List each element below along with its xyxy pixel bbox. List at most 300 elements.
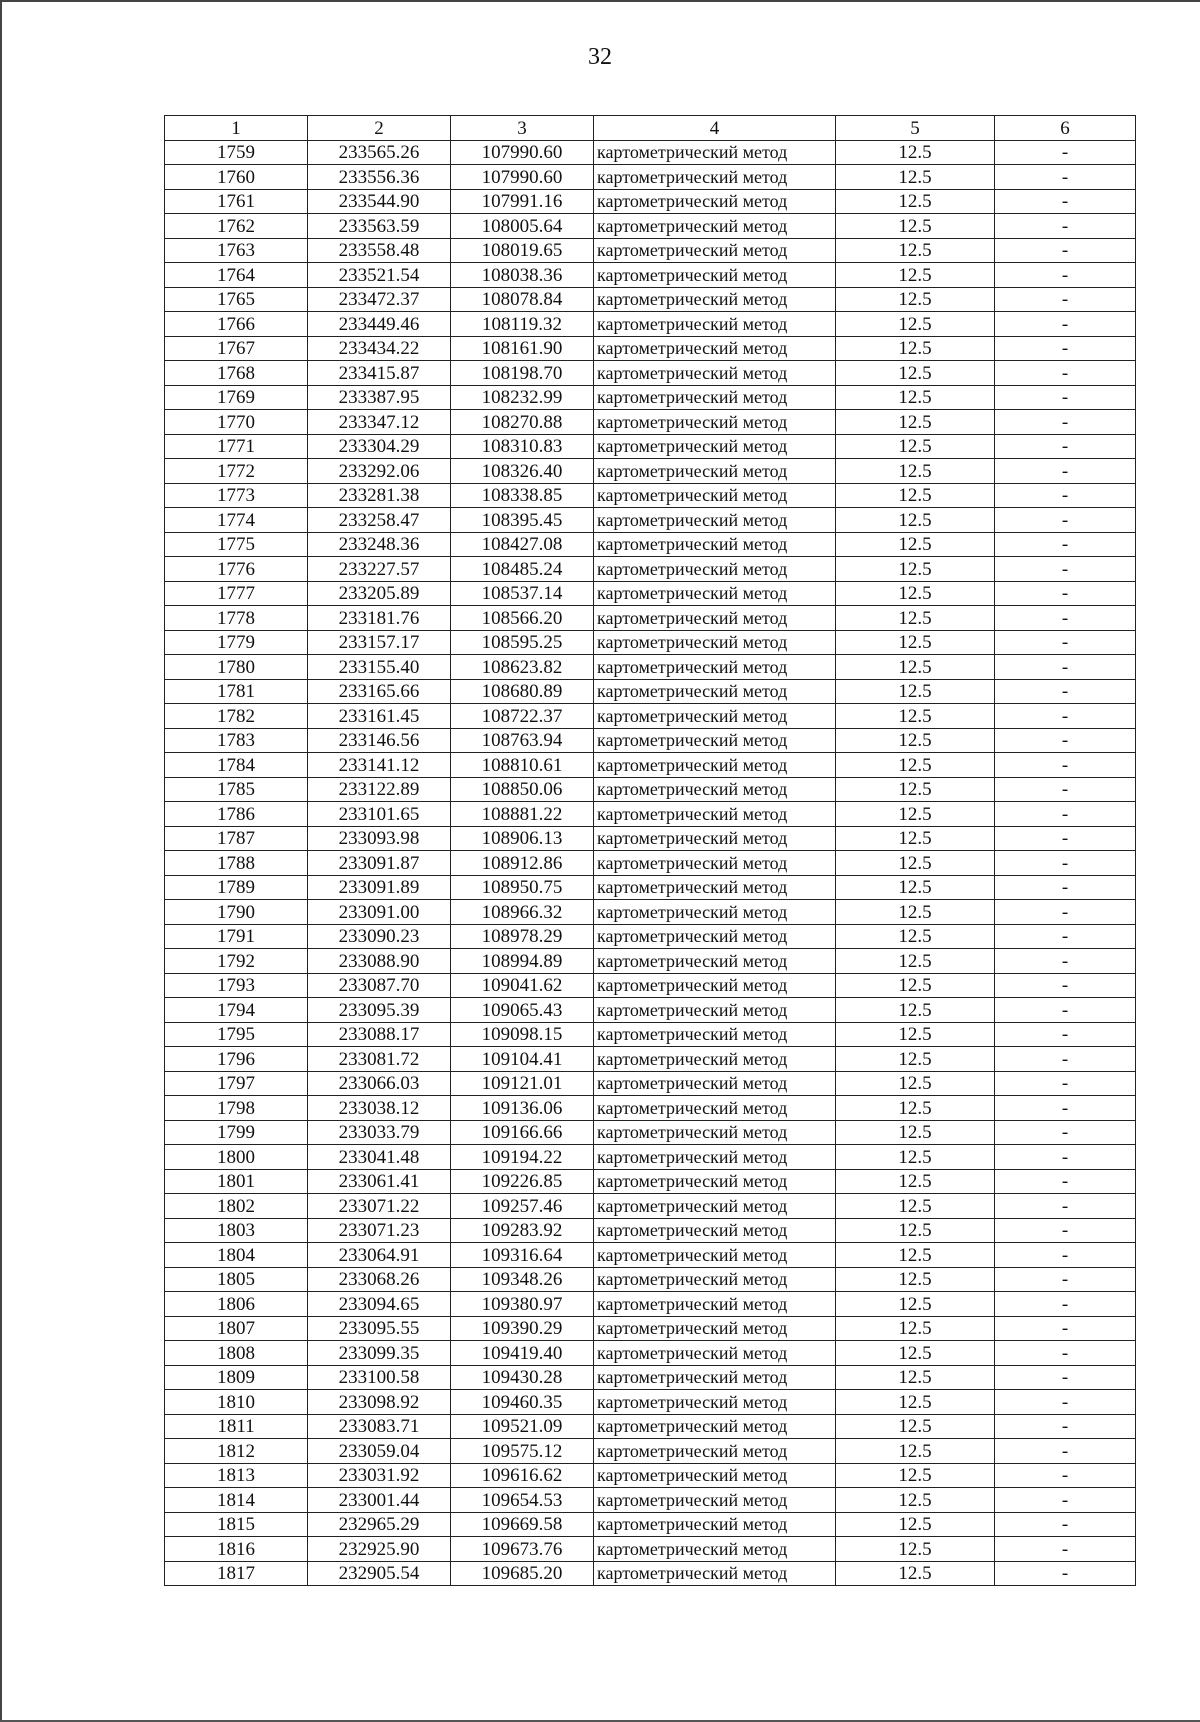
method-cell: картометрический метод xyxy=(594,1071,836,1096)
x-coordinate-cell: 233558.48 xyxy=(308,238,451,263)
table-row xyxy=(165,361,1136,386)
method-cell: картометрический метод xyxy=(594,336,836,361)
y-coordinate-cell: 109065.43 xyxy=(451,998,594,1023)
point-number-cell: 1765 xyxy=(165,287,308,312)
y-coordinate-cell: 108326.40 xyxy=(451,459,594,484)
accuracy-cell: 12.5 xyxy=(836,606,995,631)
method-cell: картометрический метод xyxy=(594,214,836,239)
point-number-cell: 1799 xyxy=(165,1120,308,1145)
x-coordinate-cell: 233064.91 xyxy=(308,1243,451,1268)
x-coordinate-cell: 233091.87 xyxy=(308,851,451,876)
note-cell: - xyxy=(995,1169,1136,1194)
point-number-cell: 1768 xyxy=(165,361,308,386)
note-cell: - xyxy=(995,1218,1136,1243)
note-cell: - xyxy=(995,238,1136,263)
y-coordinate-cell: 108338.85 xyxy=(451,483,594,508)
y-coordinate-cell: 108623.82 xyxy=(451,655,594,680)
y-coordinate-cell: 109575.12 xyxy=(451,1439,594,1464)
point-number-cell: 1809 xyxy=(165,1365,308,1390)
y-coordinate-cell: 108906.13 xyxy=(451,826,594,851)
y-coordinate-cell: 109226.85 xyxy=(451,1169,594,1194)
accuracy-cell: 12.5 xyxy=(836,1169,995,1194)
method-cell: картометрический метод xyxy=(594,1316,836,1341)
note-cell: - xyxy=(995,532,1136,557)
y-coordinate-cell: 108881.22 xyxy=(451,802,594,827)
method-cell: картометрический метод xyxy=(594,875,836,900)
table-row xyxy=(165,165,1136,190)
x-coordinate-cell: 233181.76 xyxy=(308,606,451,631)
table-row xyxy=(165,532,1136,557)
accuracy-cell: 12.5 xyxy=(836,361,995,386)
accuracy-cell: 12.5 xyxy=(836,924,995,949)
y-coordinate-cell: 107990.60 xyxy=(451,165,594,190)
table-row xyxy=(165,777,1136,802)
accuracy-cell: 12.5 xyxy=(836,949,995,974)
x-coordinate-cell: 232965.29 xyxy=(308,1512,451,1537)
accuracy-cell: 12.5 xyxy=(836,998,995,1023)
method-cell: картометрический метод xyxy=(594,1120,836,1145)
accuracy-cell: 12.5 xyxy=(836,385,995,410)
y-coordinate-cell: 108763.94 xyxy=(451,728,594,753)
x-coordinate-cell: 233449.46 xyxy=(308,312,451,337)
method-cell: картометрический метод xyxy=(594,1488,836,1513)
note-cell: - xyxy=(995,875,1136,900)
accuracy-cell: 12.5 xyxy=(836,483,995,508)
accuracy-cell: 12.5 xyxy=(836,1120,995,1145)
y-coordinate-cell: 108005.64 xyxy=(451,214,594,239)
point-number-cell: 1780 xyxy=(165,655,308,680)
y-coordinate-cell: 108161.90 xyxy=(451,336,594,361)
scan-edge-top xyxy=(0,0,1200,2)
x-coordinate-cell: 233088.90 xyxy=(308,949,451,974)
method-cell: картометрический метод xyxy=(594,312,836,337)
note-cell: - xyxy=(995,1047,1136,1072)
point-number-cell: 1777 xyxy=(165,581,308,606)
point-number-cell: 1791 xyxy=(165,924,308,949)
note-cell: - xyxy=(995,1488,1136,1513)
y-coordinate-cell: 108950.75 xyxy=(451,875,594,900)
y-coordinate-cell: 109654.53 xyxy=(451,1488,594,1513)
accuracy-cell: 12.5 xyxy=(836,287,995,312)
point-number-cell: 1808 xyxy=(165,1341,308,1366)
point-number-cell: 1805 xyxy=(165,1267,308,1292)
accuracy-cell: 12.5 xyxy=(836,410,995,435)
point-number-cell: 1760 xyxy=(165,165,308,190)
x-coordinate-cell: 233565.26 xyxy=(308,140,451,165)
note-cell: - xyxy=(995,655,1136,680)
table-row xyxy=(165,1512,1136,1537)
method-cell: картометрический метод xyxy=(594,1145,836,1170)
y-coordinate-cell: 109390.29 xyxy=(451,1316,594,1341)
accuracy-cell: 12.5 xyxy=(836,728,995,753)
method-cell: картометрический метод xyxy=(594,410,836,435)
note-cell: - xyxy=(995,1439,1136,1464)
point-number-cell: 1814 xyxy=(165,1488,308,1513)
method-cell: картометрический метод xyxy=(594,287,836,312)
point-number-cell: 1801 xyxy=(165,1169,308,1194)
x-coordinate-cell: 233347.12 xyxy=(308,410,451,435)
note-cell: - xyxy=(995,1292,1136,1317)
accuracy-cell: 12.5 xyxy=(836,1414,995,1439)
y-coordinate-cell: 108310.83 xyxy=(451,434,594,459)
y-coordinate-cell: 108078.84 xyxy=(451,287,594,312)
x-coordinate-cell: 233258.47 xyxy=(308,508,451,533)
point-number-cell: 1762 xyxy=(165,214,308,239)
table-row xyxy=(165,557,1136,582)
x-coordinate-cell: 233563.59 xyxy=(308,214,451,239)
method-cell: картометрический метод xyxy=(594,361,836,386)
note-cell: - xyxy=(995,557,1136,582)
x-coordinate-cell: 233033.79 xyxy=(308,1120,451,1145)
accuracy-cell: 12.5 xyxy=(836,802,995,827)
x-coordinate-cell: 233095.55 xyxy=(308,1316,451,1341)
y-coordinate-cell: 108810.61 xyxy=(451,753,594,778)
y-coordinate-cell: 109673.76 xyxy=(451,1537,594,1562)
accuracy-cell: 12.5 xyxy=(836,312,995,337)
method-cell: картометрический метод xyxy=(594,483,836,508)
method-cell: картометрический метод xyxy=(594,263,836,288)
y-coordinate-cell: 109121.01 xyxy=(451,1071,594,1096)
table-row xyxy=(165,998,1136,1023)
y-coordinate-cell: 109430.28 xyxy=(451,1365,594,1390)
x-coordinate-cell: 233141.12 xyxy=(308,753,451,778)
method-cell: картометрический метод xyxy=(594,777,836,802)
method-cell: картометрический метод xyxy=(594,581,836,606)
accuracy-cell: 12.5 xyxy=(836,704,995,729)
y-coordinate-cell: 109098.15 xyxy=(451,1022,594,1047)
x-coordinate-cell: 233161.45 xyxy=(308,704,451,729)
accuracy-cell: 12.5 xyxy=(836,1145,995,1170)
table-row xyxy=(165,1218,1136,1243)
y-coordinate-cell: 109283.92 xyxy=(451,1218,594,1243)
y-coordinate-cell: 108270.88 xyxy=(451,410,594,435)
y-coordinate-cell: 108537.14 xyxy=(451,581,594,606)
point-number-cell: 1770 xyxy=(165,410,308,435)
note-cell: - xyxy=(995,1390,1136,1415)
table-row xyxy=(165,704,1136,729)
method-cell: картометрический метод xyxy=(594,1512,836,1537)
accuracy-cell: 12.5 xyxy=(836,1071,995,1096)
x-coordinate-cell: 233099.35 xyxy=(308,1341,451,1366)
accuracy-cell: 12.5 xyxy=(836,336,995,361)
table-row xyxy=(165,1439,1136,1464)
point-number-cell: 1763 xyxy=(165,238,308,263)
point-number-cell: 1769 xyxy=(165,385,308,410)
note-cell: - xyxy=(995,165,1136,190)
point-number-cell: 1800 xyxy=(165,1145,308,1170)
method-cell: картометрический метод xyxy=(594,753,836,778)
accuracy-cell: 12.5 xyxy=(836,140,995,165)
y-coordinate-cell: 109521.09 xyxy=(451,1414,594,1439)
accuracy-cell: 12.5 xyxy=(836,1488,995,1513)
note-cell: - xyxy=(995,1243,1136,1268)
table-row xyxy=(165,214,1136,239)
y-coordinate-cell: 107991.16 xyxy=(451,189,594,214)
point-number-cell: 1793 xyxy=(165,973,308,998)
method-cell: картометрический метод xyxy=(594,1365,836,1390)
method-cell: картометрический метод xyxy=(594,165,836,190)
accuracy-cell: 12.5 xyxy=(836,1316,995,1341)
table-row xyxy=(165,238,1136,263)
table-row xyxy=(165,189,1136,214)
note-cell: - xyxy=(995,1316,1136,1341)
method-cell: картометрический метод xyxy=(594,606,836,631)
point-number-cell: 1759 xyxy=(165,140,308,165)
x-coordinate-cell: 233155.40 xyxy=(308,655,451,680)
note-cell: - xyxy=(995,312,1136,337)
point-number-cell: 1795 xyxy=(165,1022,308,1047)
x-coordinate-cell: 233093.98 xyxy=(308,826,451,851)
accuracy-cell: 12.5 xyxy=(836,1243,995,1268)
accuracy-cell: 12.5 xyxy=(836,532,995,557)
table-row xyxy=(165,826,1136,851)
point-number-cell: 1767 xyxy=(165,336,308,361)
table-row xyxy=(165,679,1136,704)
column-header: 2 xyxy=(308,116,451,141)
note-cell: - xyxy=(995,802,1136,827)
point-number-cell: 1803 xyxy=(165,1218,308,1243)
x-coordinate-cell: 233066.03 xyxy=(308,1071,451,1096)
accuracy-cell: 12.5 xyxy=(836,1047,995,1072)
note-cell: - xyxy=(995,336,1136,361)
table-row xyxy=(165,655,1136,680)
x-coordinate-cell: 233095.39 xyxy=(308,998,451,1023)
note-cell: - xyxy=(995,1561,1136,1586)
method-cell: картометрический метод xyxy=(594,557,836,582)
method-cell: картометрический метод xyxy=(594,434,836,459)
y-coordinate-cell: 108232.99 xyxy=(451,385,594,410)
y-coordinate-cell: 108019.65 xyxy=(451,238,594,263)
point-number-cell: 1789 xyxy=(165,875,308,900)
accuracy-cell: 12.5 xyxy=(836,1561,995,1586)
y-coordinate-cell: 108680.89 xyxy=(451,679,594,704)
y-coordinate-cell: 109419.40 xyxy=(451,1341,594,1366)
accuracy-cell: 12.5 xyxy=(836,214,995,239)
point-number-cell: 1776 xyxy=(165,557,308,582)
method-cell: картометрический метод xyxy=(594,655,836,680)
y-coordinate-cell: 109316.64 xyxy=(451,1243,594,1268)
table-header-row xyxy=(165,116,1136,141)
table-row xyxy=(165,1316,1136,1341)
table-row xyxy=(165,140,1136,165)
note-cell: - xyxy=(995,1022,1136,1047)
y-coordinate-cell: 108912.86 xyxy=(451,851,594,876)
method-cell: картометрический метод xyxy=(594,1414,836,1439)
note-cell: - xyxy=(995,900,1136,925)
accuracy-cell: 12.5 xyxy=(836,1267,995,1292)
method-cell: картометрический метод xyxy=(594,1047,836,1072)
table-row xyxy=(165,1537,1136,1562)
method-cell: картометрический метод xyxy=(594,728,836,753)
point-number-cell: 1786 xyxy=(165,802,308,827)
x-coordinate-cell: 233071.22 xyxy=(308,1194,451,1219)
point-number-cell: 1773 xyxy=(165,483,308,508)
method-cell: картометрический метод xyxy=(594,704,836,729)
accuracy-cell: 12.5 xyxy=(836,1537,995,1562)
method-cell: картометрический метод xyxy=(594,1096,836,1121)
point-number-cell: 1815 xyxy=(165,1512,308,1537)
table-row xyxy=(165,1243,1136,1268)
y-coordinate-cell: 108485.24 xyxy=(451,557,594,582)
y-coordinate-cell: 108395.45 xyxy=(451,508,594,533)
x-coordinate-cell: 233205.89 xyxy=(308,581,451,606)
table-row xyxy=(165,508,1136,533)
x-coordinate-cell: 233091.00 xyxy=(308,900,451,925)
x-coordinate-cell: 233090.23 xyxy=(308,924,451,949)
x-coordinate-cell: 233091.89 xyxy=(308,875,451,900)
accuracy-cell: 12.5 xyxy=(836,900,995,925)
note-cell: - xyxy=(995,361,1136,386)
table-row xyxy=(165,336,1136,361)
table-row xyxy=(165,1145,1136,1170)
method-cell: картометрический метод xyxy=(594,851,836,876)
table-row xyxy=(165,1365,1136,1390)
note-cell: - xyxy=(995,949,1136,974)
x-coordinate-cell: 233059.04 xyxy=(308,1439,451,1464)
accuracy-cell: 12.5 xyxy=(836,777,995,802)
note-cell: - xyxy=(995,679,1136,704)
accuracy-cell: 12.5 xyxy=(836,1194,995,1219)
y-coordinate-cell: 109136.06 xyxy=(451,1096,594,1121)
x-coordinate-cell: 233061.41 xyxy=(308,1169,451,1194)
x-coordinate-cell: 233094.65 xyxy=(308,1292,451,1317)
accuracy-cell: 12.5 xyxy=(836,434,995,459)
point-number-cell: 1787 xyxy=(165,826,308,851)
method-cell: картометрический метод xyxy=(594,1243,836,1268)
y-coordinate-cell: 109257.46 xyxy=(451,1194,594,1219)
y-coordinate-cell: 109041.62 xyxy=(451,973,594,998)
x-coordinate-cell: 233248.36 xyxy=(308,532,451,557)
accuracy-cell: 12.5 xyxy=(836,1341,995,1366)
table-row xyxy=(165,263,1136,288)
x-coordinate-cell: 233088.17 xyxy=(308,1022,451,1047)
table-row xyxy=(165,1194,1136,1219)
table-row xyxy=(165,851,1136,876)
method-cell: картометрический метод xyxy=(594,385,836,410)
accuracy-cell: 12.5 xyxy=(836,973,995,998)
method-cell: картометрический метод xyxy=(594,1292,836,1317)
y-coordinate-cell: 109166.66 xyxy=(451,1120,594,1145)
note-cell: - xyxy=(995,728,1136,753)
note-cell: - xyxy=(995,385,1136,410)
table-row xyxy=(165,287,1136,312)
point-number-cell: 1792 xyxy=(165,949,308,974)
y-coordinate-cell: 108119.32 xyxy=(451,312,594,337)
point-number-cell: 1778 xyxy=(165,606,308,631)
point-number-cell: 1784 xyxy=(165,753,308,778)
x-coordinate-cell: 233387.95 xyxy=(308,385,451,410)
table-row xyxy=(165,1096,1136,1121)
column-header: 1 xyxy=(165,116,308,141)
x-coordinate-cell: 233292.06 xyxy=(308,459,451,484)
table-row xyxy=(165,924,1136,949)
table-row xyxy=(165,312,1136,337)
method-cell: картометрический метод xyxy=(594,532,836,557)
method-cell: картометрический метод xyxy=(594,1267,836,1292)
point-number-cell: 1766 xyxy=(165,312,308,337)
method-cell: картометрический метод xyxy=(594,998,836,1023)
point-number-cell: 1781 xyxy=(165,679,308,704)
table-row xyxy=(165,875,1136,900)
y-coordinate-cell: 108038.36 xyxy=(451,263,594,288)
x-coordinate-cell: 233101.65 xyxy=(308,802,451,827)
y-coordinate-cell: 108198.70 xyxy=(451,361,594,386)
table-row xyxy=(165,630,1136,655)
point-number-cell: 1811 xyxy=(165,1414,308,1439)
y-coordinate-cell: 109460.35 xyxy=(451,1390,594,1415)
x-coordinate-cell: 233087.70 xyxy=(308,973,451,998)
point-number-cell: 1785 xyxy=(165,777,308,802)
table-row xyxy=(165,728,1136,753)
accuracy-cell: 12.5 xyxy=(836,1390,995,1415)
note-cell: - xyxy=(995,581,1136,606)
table-row xyxy=(165,483,1136,508)
accuracy-cell: 12.5 xyxy=(836,1292,995,1317)
point-number-cell: 1802 xyxy=(165,1194,308,1219)
table-row xyxy=(165,1071,1136,1096)
table-row xyxy=(165,802,1136,827)
point-number-cell: 1806 xyxy=(165,1292,308,1317)
note-cell: - xyxy=(995,214,1136,239)
table-row xyxy=(165,410,1136,435)
table-row xyxy=(165,1561,1136,1586)
x-coordinate-cell: 233081.72 xyxy=(308,1047,451,1072)
accuracy-cell: 12.5 xyxy=(836,875,995,900)
note-cell: - xyxy=(995,973,1136,998)
note-cell: - xyxy=(995,1341,1136,1366)
method-cell: картометрический метод xyxy=(594,1194,836,1219)
x-coordinate-cell: 233521.54 xyxy=(308,263,451,288)
point-number-cell: 1812 xyxy=(165,1439,308,1464)
method-cell: картометрический метод xyxy=(594,1561,836,1586)
note-cell: - xyxy=(995,1267,1136,1292)
x-coordinate-cell: 233098.92 xyxy=(308,1390,451,1415)
table-row xyxy=(165,1488,1136,1513)
y-coordinate-cell: 108722.37 xyxy=(451,704,594,729)
point-number-cell: 1794 xyxy=(165,998,308,1023)
accuracy-cell: 12.5 xyxy=(836,1463,995,1488)
point-number-cell: 1804 xyxy=(165,1243,308,1268)
note-cell: - xyxy=(995,1096,1136,1121)
point-number-cell: 1782 xyxy=(165,704,308,729)
x-coordinate-cell: 233227.57 xyxy=(308,557,451,582)
note-cell: - xyxy=(995,434,1136,459)
note-cell: - xyxy=(995,1120,1136,1145)
x-coordinate-cell: 233031.92 xyxy=(308,1463,451,1488)
table-row xyxy=(165,606,1136,631)
method-cell: картометрический метод xyxy=(594,973,836,998)
note-cell: - xyxy=(995,1365,1136,1390)
note-cell: - xyxy=(995,410,1136,435)
method-cell: картометрический метод xyxy=(594,826,836,851)
y-coordinate-cell: 108427.08 xyxy=(451,532,594,557)
note-cell: - xyxy=(995,1463,1136,1488)
x-coordinate-cell: 233415.87 xyxy=(308,361,451,386)
accuracy-cell: 12.5 xyxy=(836,557,995,582)
table-body xyxy=(165,140,1136,1586)
y-coordinate-cell: 109616.62 xyxy=(451,1463,594,1488)
point-number-cell: 1779 xyxy=(165,630,308,655)
note-cell: - xyxy=(995,777,1136,802)
y-coordinate-cell: 108566.20 xyxy=(451,606,594,631)
point-number-cell: 1772 xyxy=(165,459,308,484)
accuracy-cell: 12.5 xyxy=(836,165,995,190)
method-cell: картометрический метод xyxy=(594,679,836,704)
table-row xyxy=(165,1390,1136,1415)
x-coordinate-cell: 233434.22 xyxy=(308,336,451,361)
point-number-cell: 1807 xyxy=(165,1316,308,1341)
x-coordinate-cell: 233157.17 xyxy=(308,630,451,655)
